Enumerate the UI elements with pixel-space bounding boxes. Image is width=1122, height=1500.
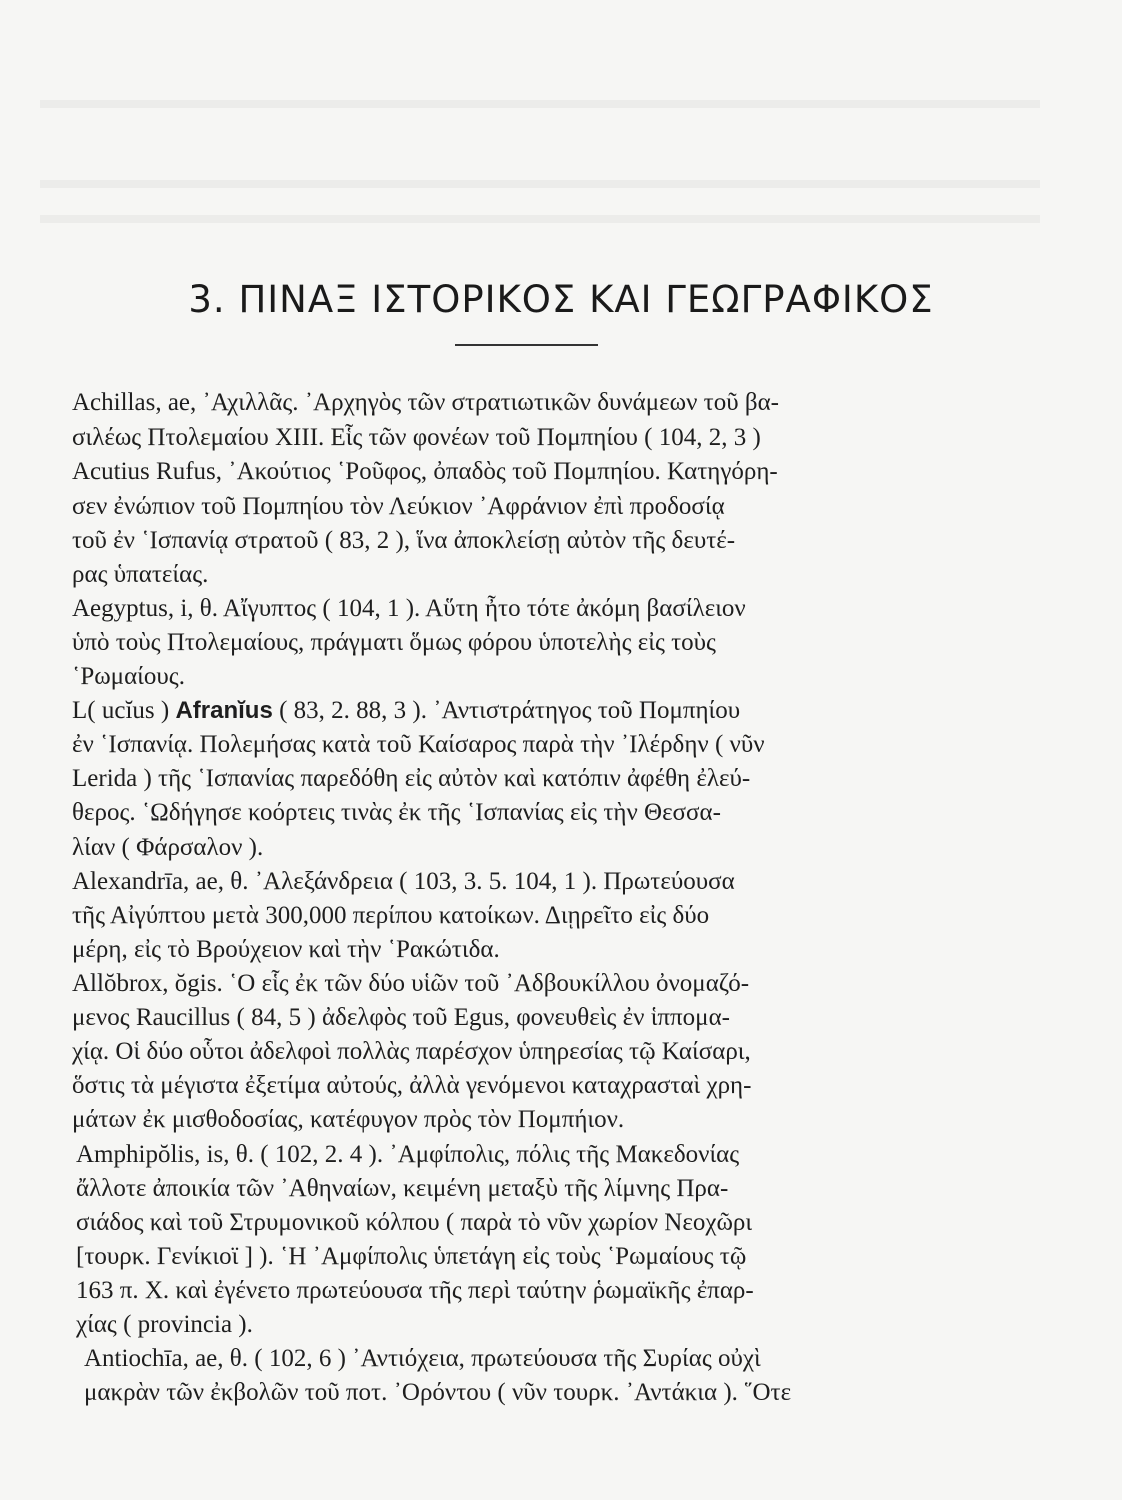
text-line: Achillas, ae, ᾿Αχιλλᾶς. ᾿Αρχηγὸς τῶν στρατιωτικῶν δυνάμεων τοῦ βα- <box>72 389 779 416</box>
text-line: μενος Raucillus ( 84, 5 ) ἀδελφὸς τοῦ Egus, φονευθεὶς ἐν ἱππομα- <box>72 1004 730 1031</box>
text-line: ρας ὑπατείας. <box>72 561 209 588</box>
text-line: 163 π. Χ. καὶ ἐγένετο πρωτεύουσα τῆς περὶ ταύτην ῥωμαϊκῆς ἐπαρ- <box>76 1277 754 1304</box>
entry-text: ( 83, 2. 88, 3 ). ᾿Αντιστράτηγος τοῦ Πομπηίου <box>279 697 741 724</box>
entry-name-bold: Afranĭus <box>175 697 273 724</box>
text-line: τοῦ ἐν ῾Ισπανίᾳ στρατοῦ ( 83, 2 ), ἵνα ἀποκλείσῃ αὐτὸν τῆς δευτέ- <box>72 527 736 554</box>
text-line: μακρὰν τῶν ἐκβολῶν τοῦ ποτ. ᾿Ορόντου ( νῦν τουρκ. ᾿Αντάκια ). ῞Οτε <box>84 1379 792 1406</box>
page-title: 3. ΠΙΝΑΞ ΙΣΤΟΡΙΚΟΣ ΚΑΙ ΓΕΩΓΡΑΦΙΚΟΣ <box>188 278 934 321</box>
title-underline <box>455 344 598 346</box>
text-line: ῾Ρωμαίους. <box>72 663 185 690</box>
text-line: Amphipŏlis, is, θ. ( 102, 2. 4 ). ᾿Αμφίπολις, πόλις τῆς Μακεδονίας <box>76 1141 740 1168</box>
bleed-through-shadow <box>40 215 1040 223</box>
text-line: χίας ( provincia ). <box>76 1311 253 1338</box>
bleed-through-shadow <box>40 100 1040 108</box>
text-line: Aegyptus, i, θ. Αἴγυπτος ( 104, 1 ). Αὕτη ἦτο τότε ἀκόμη βασίλειον <box>72 595 746 622</box>
text-line: ὅστις τὰ μέγιστα ἐξετίμα αὐτούς, ἀλλὰ γενόμενοι καταχρασταὶ χρη- <box>72 1072 752 1099</box>
text-line: τῆς Αἰγύπτου μετὰ 300,000 περίπου κατοίκων. Διῃρεῖτο εἰς δύο <box>72 902 710 929</box>
text-line: λίαν ( Φάρσαλον ). <box>72 834 264 861</box>
bleed-through-shadow <box>40 180 1040 188</box>
text-line: ὑπὸ τοὺς Πτολεμαίους, πράγματι ὅμως φόρου ὑποτελὴς εἰς τοὺς <box>72 629 716 656</box>
entry-prefix: L( ucĭus ) <box>72 697 170 724</box>
text-line: σιάδος καὶ τοῦ Στρυμονικοῦ κόλπου ( παρὰ τὸ νῦν χωρίον Νεοχῶρι <box>76 1209 753 1236</box>
text-line: σεν ἐνώπιον τοῦ Πομπηίου τὸν Λεύκιον ᾿Αφράνιον ἐπὶ προδοσίᾳ <box>72 493 725 520</box>
text-line: χίᾳ. Οἱ δύο οὗτοι ἀδελφοὶ πολλὰς παρέσχον ὑπηρεσίας τῷ Καίσαρι, <box>72 1038 751 1065</box>
text-line: Alexandrīa, ae, θ. ᾿Αλεξάνδρεια ( 103, 3. 5. 104, 1 ). Πρωτεύουσα <box>72 868 735 895</box>
text-line: ἐν ῾Ισπανίᾳ. Πολεμήσας κατὰ τοῦ Καίσαρος παρὰ τὴν ᾿Ιλέρδην ( νῦν <box>72 731 765 758</box>
text-line: θερος. ῾Ωδήγησε κοόρτεις τινὰς ἐκ τῆς ῾Ισπανίας εἰς τὴν Θεσσα- <box>72 799 721 826</box>
text-line: Allŏbrox, ŏgis. ῾Ο εἷς ἐκ τῶν δύο υἱῶν τοῦ ᾿Αδβουκίλλου ὀνομαζό- <box>72 970 750 997</box>
text-line: Acutius Rufus, ᾿Ακούτιος ῾Ροῦφος, ὀπαδὸς τοῦ Πομπηίου. Κατηγόρη- <box>72 458 778 485</box>
text-line: Antiochīa, ae, θ. ( 102, 6 ) ᾿Αντιόχεια, πρωτεύουσα τῆς Συρίας οὐχὶ <box>84 1345 761 1372</box>
text-line: ἄλλοτε ἀποικία τῶν ᾿Αθηναίων, κειμένη μεταξὺ τῆς λίμνης Πρα- <box>76 1175 729 1202</box>
text-line: μέρη, εἰς τὸ Βρούχειον καὶ τὴν ῾Ρακώτιδα. <box>72 936 500 963</box>
text-line: Lerida ) τῆς ῾Ισπανίας παρεδόθη εἰς αὐτὸν καὶ κατόπιν ἀφέθη ἐλεύ- <box>72 765 751 792</box>
text-line: μάτων ἐκ μισθοδοσίας, κατέφυγον πρὸς τὸν Πομπήιον. <box>72 1106 625 1133</box>
text-line: [τουρκ. Γενίκιοϊ ] ). ῾Η ᾿Αμφίπολις ὑπετάγη εἰς τοὺς ῾Ρωμαίους τῷ <box>76 1243 747 1270</box>
text-line: σιλέως Πτολεμαίου XIII. Εἷς τῶν φονέων τοῦ Πομπηίου ( 104, 2, 3 ) <box>72 424 761 451</box>
